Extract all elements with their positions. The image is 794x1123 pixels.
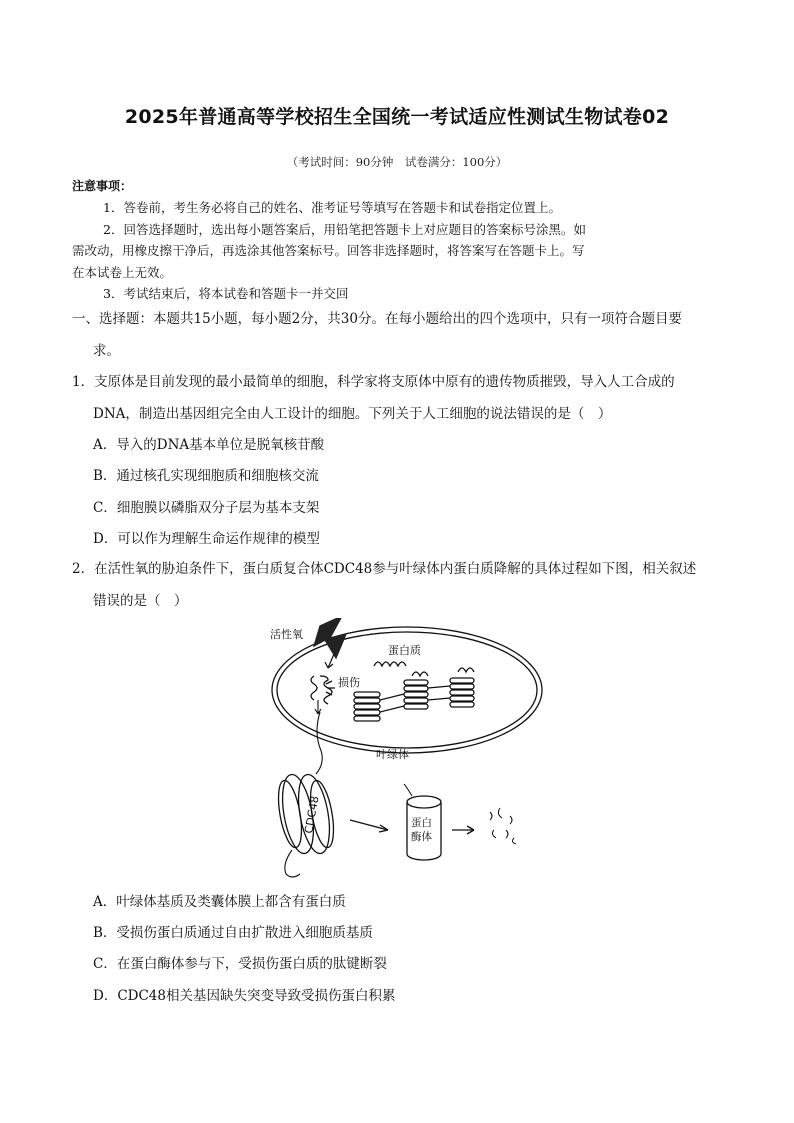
question-1-option-a: A．导入的DNA基本单位是脱氧核苷酸: [93, 437, 325, 453]
label-protein: 蛋白质: [388, 644, 421, 657]
question-2-option-c: C．在蛋白酶体参与下，受损伤蛋白质的肽键断裂: [93, 956, 387, 972]
thylakoid-grana: [354, 668, 474, 721]
question-1-stem-cont: DNA，制造出基因组完全由人工设计的细胞。下列关于人工细胞的说法错误的是（ ）: [93, 406, 612, 422]
question-1-stem: 1．支原体是目前发现的最小最简单的细胞，科学家将支原体中原有的遗传物质摧毁，导入人工合成的: [72, 374, 675, 390]
question-2-option-a: A．叶绿体基质及类囊体膜上都含有蛋白质: [93, 894, 346, 910]
notice-heading: 注意事项：: [72, 179, 133, 193]
notice-line-3: 需改动，用橡皮擦干净后，再选涂其他答案标号。回答非选择题时，将答案写在答题卡上。写: [72, 243, 585, 258]
question-1-option-d: D．可以作为理解生命运作规律的模型: [93, 531, 320, 547]
protein-coil: [374, 662, 406, 666]
label-damage: 损伤: [338, 676, 360, 689]
label-ros: 活性氧: [270, 628, 303, 641]
question-2-option-b: B．受损伤蛋白质通过自由扩散进入细胞质基质: [93, 925, 373, 941]
question-1-option-b: B．通过核孔实现细胞质和细胞核交流: [93, 468, 319, 484]
notice-line-1: 1．答卷前，考生务必将自己的姓名、准考证号等填写在答题卡和试卷指定位置上。: [103, 200, 561, 215]
exam-subtitle: （考试时间：90分钟 试卷满分：100分）: [286, 155, 508, 169]
chloroplast-degradation-figure: [262, 618, 562, 880]
label-chloroplast: 叶绿体: [376, 748, 409, 761]
label-proteasome-2: 酶体: [411, 831, 432, 843]
section-heading: 一、选择题：本题共15小题，每小题2分，共30分。在每小题给出的四个选项中，只有一项符合题目要: [72, 311, 682, 327]
lightning-icon: [314, 618, 346, 658]
notice-line-4: 在本试卷上无效。: [72, 265, 173, 280]
label-cdc48: CDC48: [302, 794, 322, 835]
section-heading-cont: 求。: [93, 343, 120, 359]
exam-title: 2025年普通高等学校招生全国统一考试适应性测试生物试卷02: [124, 106, 670, 128]
question-1-option-c: C．细胞膜以磷脂双分子层为基本支架: [93, 500, 320, 516]
notice-line-2: 2．回答选择题时，选出每小题答案后，用铅笔把答题卡上对应题目的答案标号涂黑。如: [103, 222, 586, 237]
peptide-fragments: [490, 808, 516, 844]
question-2-stem-cont: 错误的是（ ）: [93, 593, 188, 609]
notice-line-5: 3．考试结束后，将本试卷和答题卡一并交回: [103, 286, 349, 301]
label-proteasome-1: 蛋白: [411, 817, 432, 829]
question-2-stem: 2．在活性氧的胁迫条件下，蛋白质复合体CDC48参与叶绿体内蛋白质降解的具体过程如下图，相关叙述: [72, 561, 697, 577]
damaged-protein: [311, 676, 335, 704]
question-2-option-d: D．CDC48相关基因缺失突变导致受损伤蛋白积累: [93, 988, 396, 1004]
